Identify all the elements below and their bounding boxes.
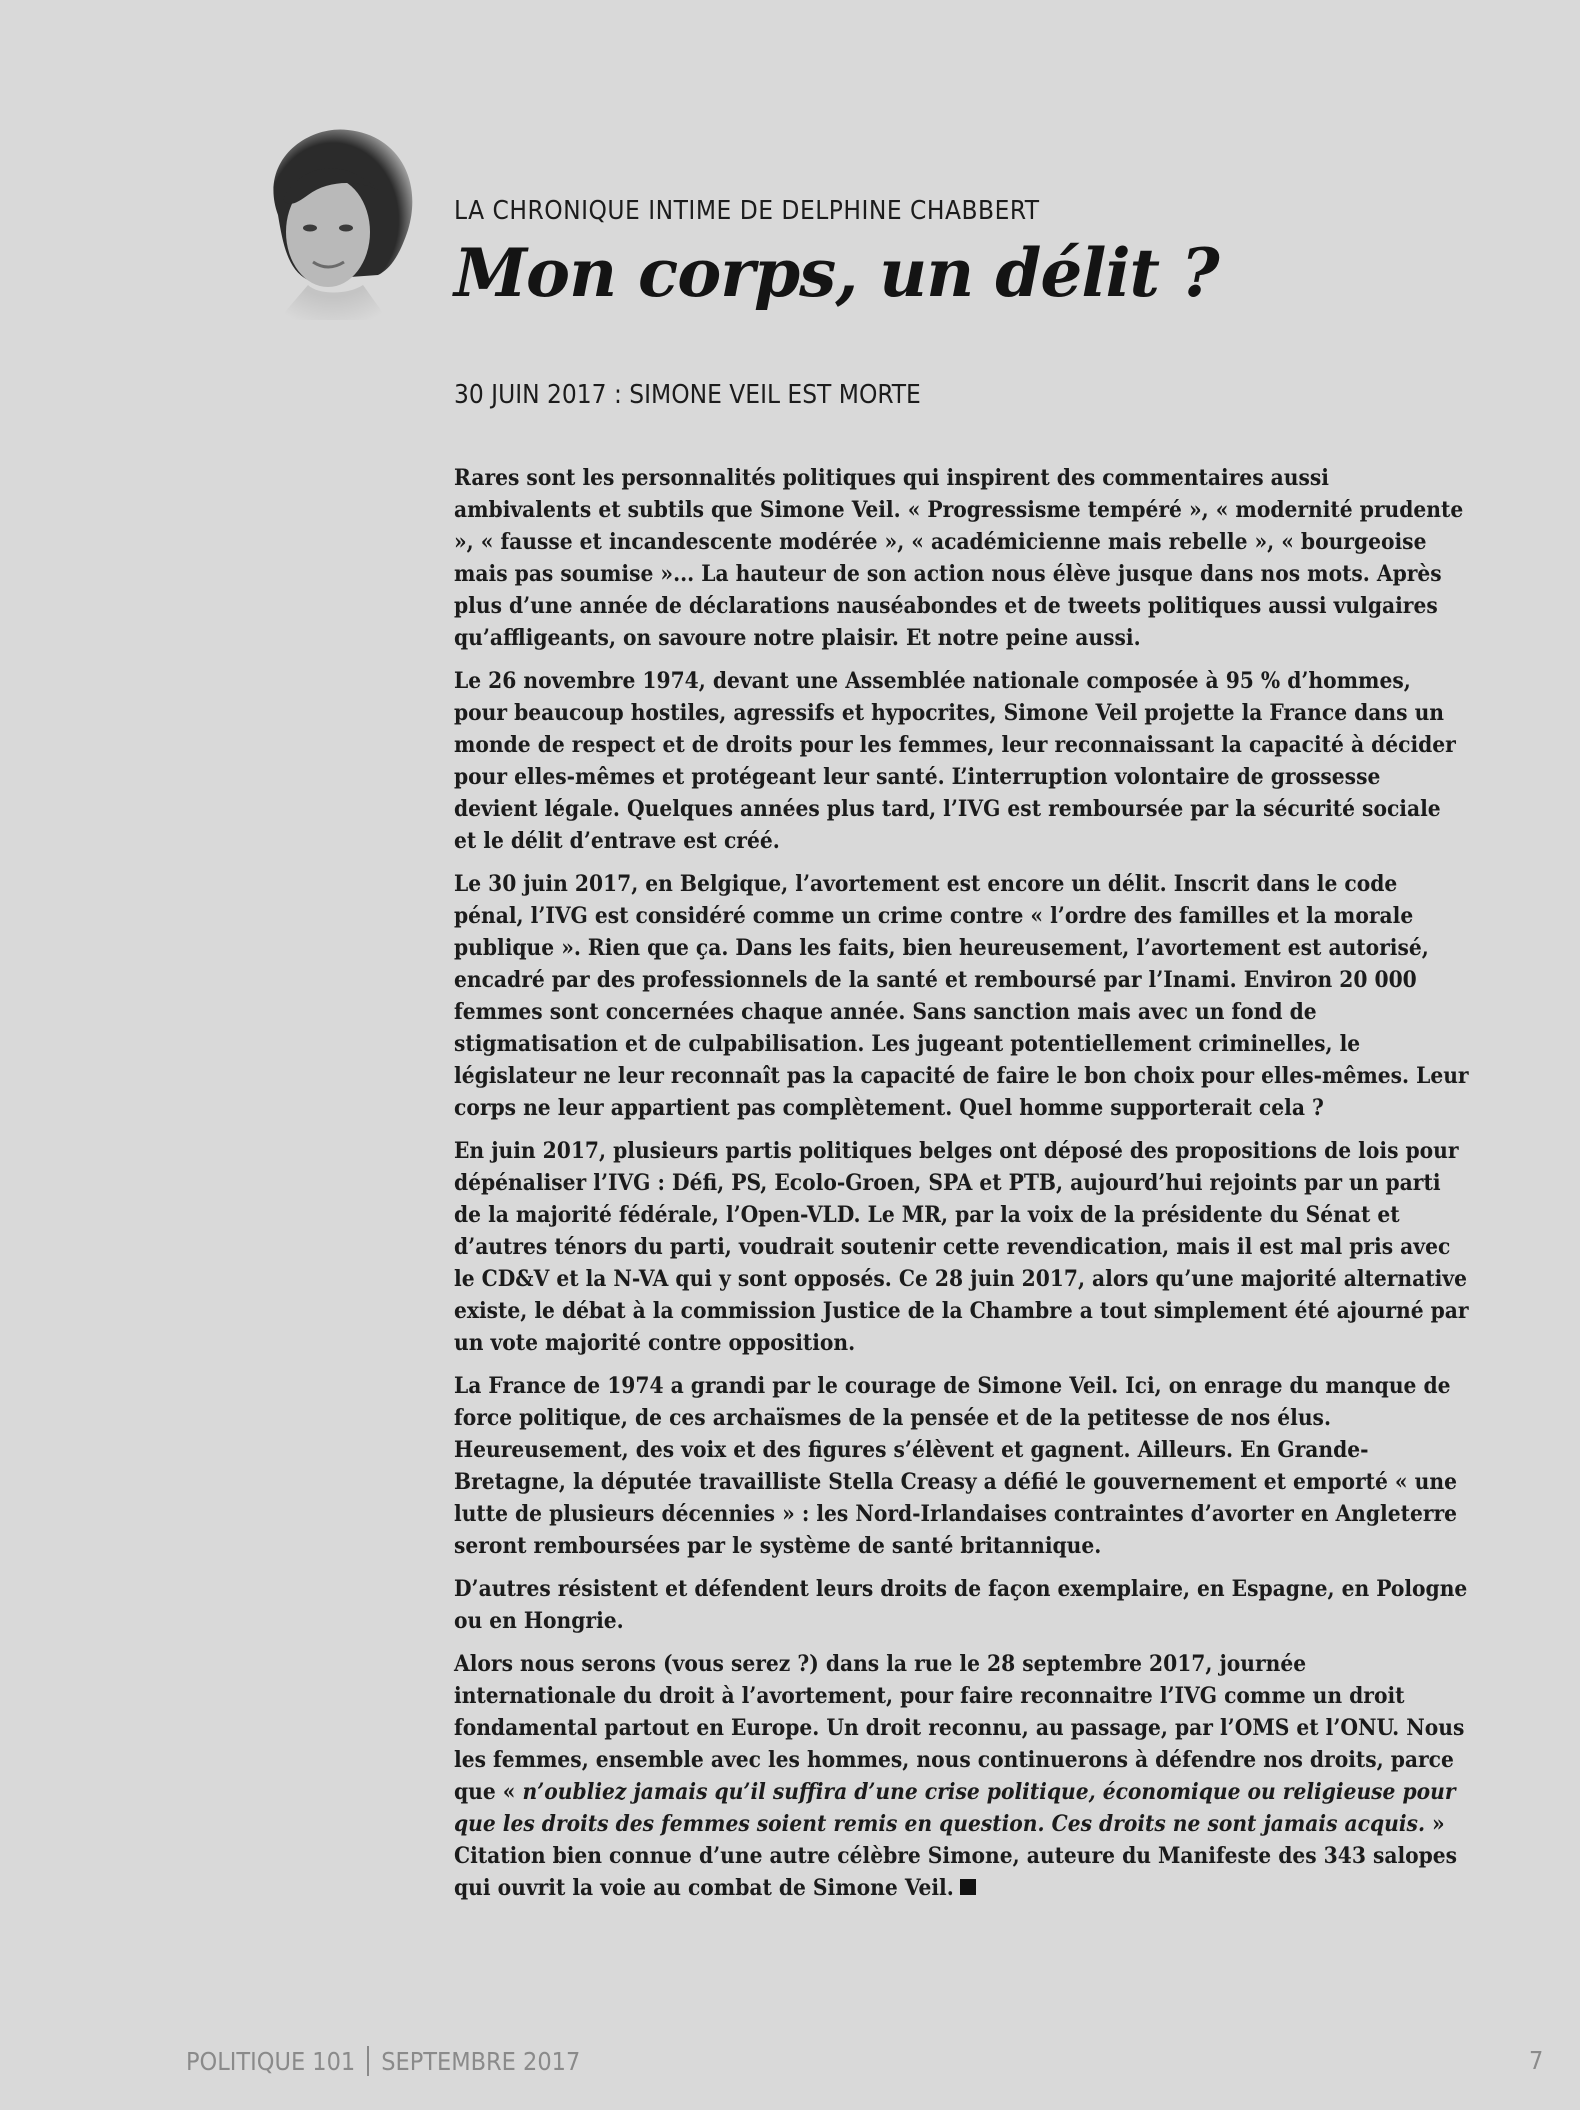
end-mark-icon — [960, 1879, 976, 1895]
magazine-name: POLITIQUE 101 — [186, 2046, 356, 2076]
footer-divider — [367, 2046, 369, 2076]
article-title: Mon corps, un délit ? — [454, 234, 1219, 312]
final-paragraph-end: » Citation bien connue d’une autre célèbre Simone, auteure du Manifeste des 343 salopes qui ouvrit la voie au combat de Simone Veil. — [454, 1811, 1458, 1901]
final-paragraph — [454, 1648, 1469, 1904]
article-header — [454, 196, 1474, 312]
page-number: 7 — [1529, 2046, 1544, 2075]
paragraph: D’autres résistent et défendent leurs droits de façon exemplaire, en Espagne, en Pologne ou en Hongrie. — [454, 1576, 1468, 1634]
article-subhead: 30 JUIN 2017 : SIMONE VEIL EST MORTE — [454, 380, 921, 410]
quote: n’oubliez jamais qu’il suffira d’une crise politique, économique ou religieuse pour que les droits des femmes soient remis en question. Ces droits ne sont jamais acquis. — [454, 1779, 1456, 1837]
paragraph: Rares sont les personnalités politiques qui inspirent des commentaires aussi ambivalents et subtils que Simone Veil. « Progressisme tempéré », « modernité prudente », « fausse et incandescente modérée », « académicienne mais rebelle », « bourgeoise mais pas soumise »... La hauteur de son action nous élève jusque dans nos mots. Après plus d’une année de déclarations nauséabondes et de tweets politiques aussi vulgaires qu’affligeants, on savoure notre plaisir. Et notre peine aussi. — [454, 465, 1464, 651]
article-body — [454, 462, 1469, 1915]
author-portrait — [248, 120, 418, 320]
paragraph: Le 26 novembre 1974, devant une Assemblée nationale composée à 95 % d’hommes, pour beaucoup hostiles, agressifs et hypocrites, Simone Veil projette la France dans un monde de respect et de droits pour les femmes, leur reconnaissant la capacité à décider pour elles-mêmes et protégeant leur santé. L’interruption volontaire de grossesse devient légale. Quelques années plus tard, l’IVG est remboursée par la sécurité sociale et le délit d’entrave est créé. — [454, 668, 1456, 854]
page-footer — [186, 2046, 580, 2076]
paragraph: En juin 2017, plusieurs partis politiques belges ont déposé des propositions de lois pour dépénaliser l’IVG : Défi, PS, Ecolo-Groen, SPA et PTB, aujourd’hui rejoints par un parti de la majorité fédérale, l’Open-VLD. Le MR, par la voix de la présidente du Sénat et d’autres ténors du parti, voudrait soutenir cette revendication, mais il est mal pris avec le CD&V et la N-VA qui y sont opposés. Ce 28 juin 2017, alors qu’une majorité alternative existe, le débat à la commission Justice de la Chambre a tout simplement été ajourné par un vote majorité contre opposition. — [454, 1138, 1469, 1356]
issue-date: SEPTEMBRE 2017 — [381, 2046, 581, 2076]
paragraph: Le 30 juin 2017, en Belgique, l’avortement est encore un délit. Inscrit dans le code pénal, l’IVG est considéré comme un crime contre « l’ordre des familles et la morale publique ». Rien que ça. Dans les faits, bien heureusement, l’avortement est autorisé, encadré par des professionnels de la santé et remboursé par l’Inami. Environ 20 000 femmes sont concernées chaque année. Sans sanction mais avec un fond de stigmatisation et de culpabilisation. Les jugeant potentiellement criminelles, le législateur ne leur reconnaît pas la capacité de faire le bon choix pour elles-mêmes. Leur corps ne leur appartient pas complètement. Quel homme supporterait cela ? — [454, 871, 1469, 1121]
final-paragraph-text: Alors nous serons (vous serez ?) dans la rue le 28 septembre 2017, journée internationale du droit à l’avortement, pour faire reconnaitre l’IVG comme un droit fondamental partout en Europe. Un droit reconnu, au passage, par l’OMS et l’ONU. Nous les femmes, ensemble avec les hommes, nous continuerons à défendre nos droits, parce que « — [454, 1651, 1465, 1805]
column-kicker: LA CHRONIQUE INTIME DE DELPHINE CHABBERT — [454, 196, 1040, 226]
paragraph: La France de 1974 a grandi par le courage de Simone Veil. Ici, on enrage du manque de force politique, de ces archaïsmes de la pensée et de la petitesse de nos élus. Heureusement, des voix et des figures s’élèvent et gagnent. Ailleurs. En Grande-Bretagne, la députée travailliste Stella Creasy a défié le gouvernement et emporté « une lutte de plusieurs décennies » : les Nord-Irlandaises contraintes d’avorter en Angleterre seront remboursées par le système de santé britannique. — [454, 1373, 1458, 1559]
